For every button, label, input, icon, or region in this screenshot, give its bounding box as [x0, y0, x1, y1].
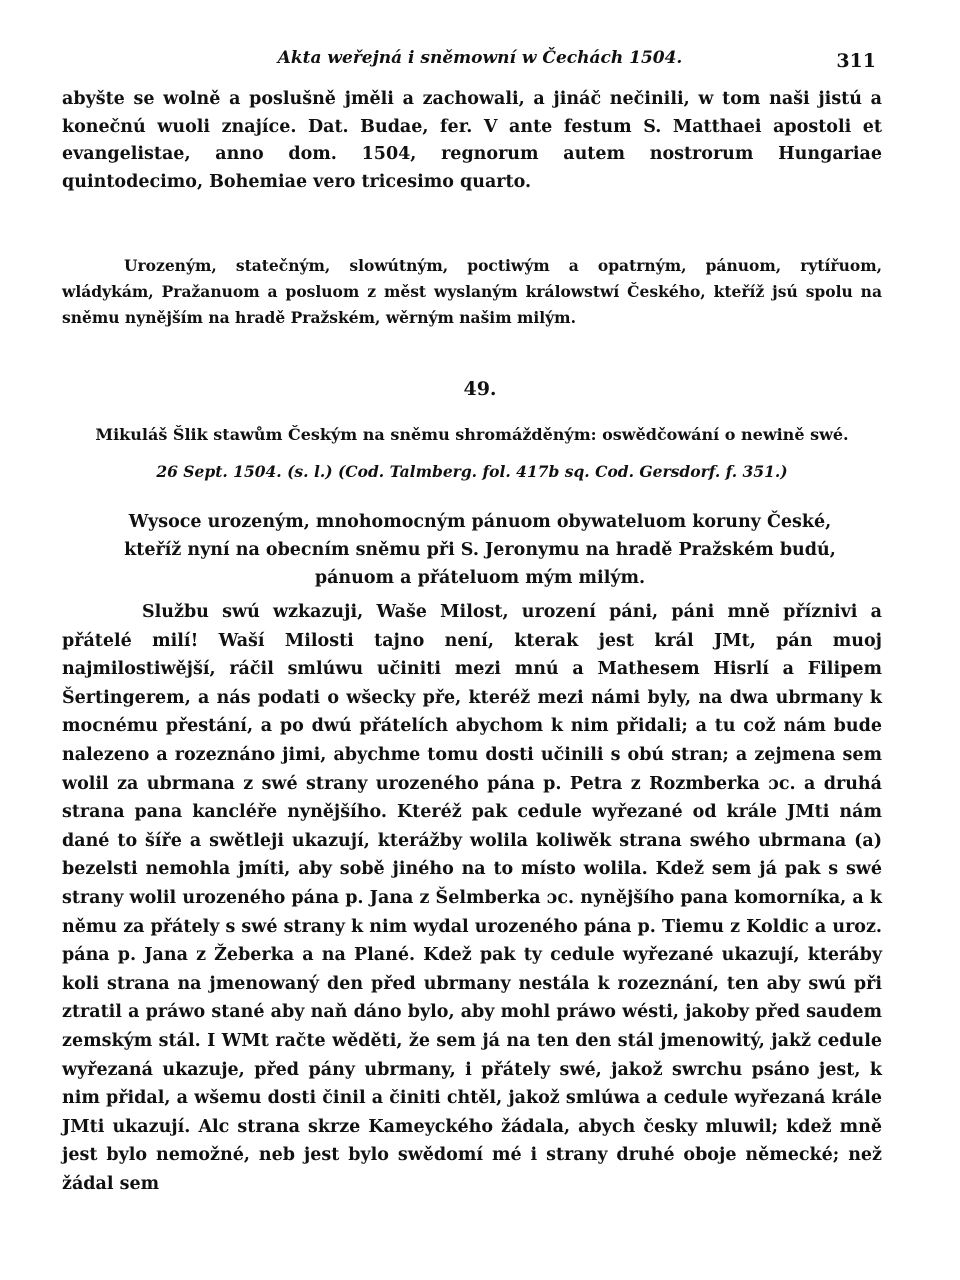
document-address-text: Wysoce urozeným, mnohomocným pánuom obywateluom koruny České, kteříž nyní na obecním sněmu při S. Jeronymu na hradě Pražském budú, pánuom a přáteluom mým milým. [124, 512, 836, 588]
salutation-text: Urozeným, statečným, slowútným, poctiwým a opatrným, pánuom, rytířuom, wládykám, Pražanuom a posluom z měst wyslaným králowstwí Českého, kteříž jsú spolu na sněmu nynějším na hradě Pražském, wěrným našim milým. [62, 256, 882, 327]
document-number: 49. [463, 378, 497, 400]
document-address [120, 508, 840, 592]
intro-paragraph-text: abyšte se wolně a poslušně jměli a zachowali, a jináč nečinili, w tom naši jistú a konečnú wuoli znajíce. Dat. Budae, fer. V ante festum S. Matthaei apostoli et evangelistae, anno dom. 1504, regnorum autem nostrorum Hungariae quintodecimo, Bohemiae vero tricesimo quarto. [62, 89, 882, 192]
page-number: 311 [836, 50, 876, 72]
intro-paragraph [62, 86, 882, 196]
running-title: Akta weřejná i sněmowní w Čechách 1504. [277, 48, 683, 68]
document-body [62, 598, 882, 1198]
document-heading: Mikuláš Šlik stawům Českým na sněmu shromážděným: oswědčowání o newině swé. [95, 425, 849, 444]
document-body-text: Službu swú wzkazuji, Waše Milost, urození páni, páni mně příznivi a přátelé milí! Waší Milosti tajno není, kterak jest král JMt, pán muoj najmilostiwější, ráčil smlúwu učiniti mezi mnú a Mathesem Hisrlí a Filipem Šertingerem, a nás podati o wšecky pře, kteréž mezi námi byly, na dwa ubrmany k mocnému přestání, a po dwú přátelích abychom k nim přidali; a tu což nám bude nalezeno a rozeznáno jimi, abychme tomu dosti učinili s obú stran; a zejmena sem wolil za ubrmana z swé strany urozeného pána p. Petra z Rozmberka ɔc. a druhá strana pana kancléře nynějšího. Kteréž pak cedule wyřezané od krále JMti nám dané to šíře a swětleji ukazují, kterážby wolila koliwěk strana swého ubrmana (a) bezelsti nemohla jmíti, aby sobě jiného na to místo wolila. Kdež sem já pak s swé strany wolil urozeného pána p. Jana z Šelmberka ɔc. nynějšího pana komorníka, a k němu za přátely s swé strany k nim wydal urozeného pána p. Tiemu z Koldic a uroz. pána p. Jana z Žeberka a na Plané. Kdež pak ty cedule wyřezané ukazují, kteráby koli strana na jmenowaný den před ubrmany nestála k rozeznání, ten aby swú při ztratil a práwo stané aby naň dáno bylo, aby mohl práwo wésti, jakoby před saudem zemským stál. I WMt račte wěděti, že sem já na ten den stál jmenowitý, jakž cedule wyřezaná ukazuje, před pány ubrmany, i přátely swé, jakož swrchu psáno jest, k nim přidal, a wšemu dosti činil a činiti chtěl, jakož smlúwa a cedule wyřezaná krále JMti ukazují. Alc strana skrze Kameyckého žádala, abych česky mluwil; kdež mně jest bylo nemožné, neb jest bylo swědomí mé i strany druhé oboje německé; než žádal sem [62, 602, 883, 1194]
salutation-paragraph [62, 253, 882, 331]
document-source: 26 Sept. 1504. (s. l.) (Cod. Talmberg. fol. 417b sq. Cod. Gersdorf. f. 351.) [156, 462, 788, 481]
running-header [0, 44, 960, 78]
